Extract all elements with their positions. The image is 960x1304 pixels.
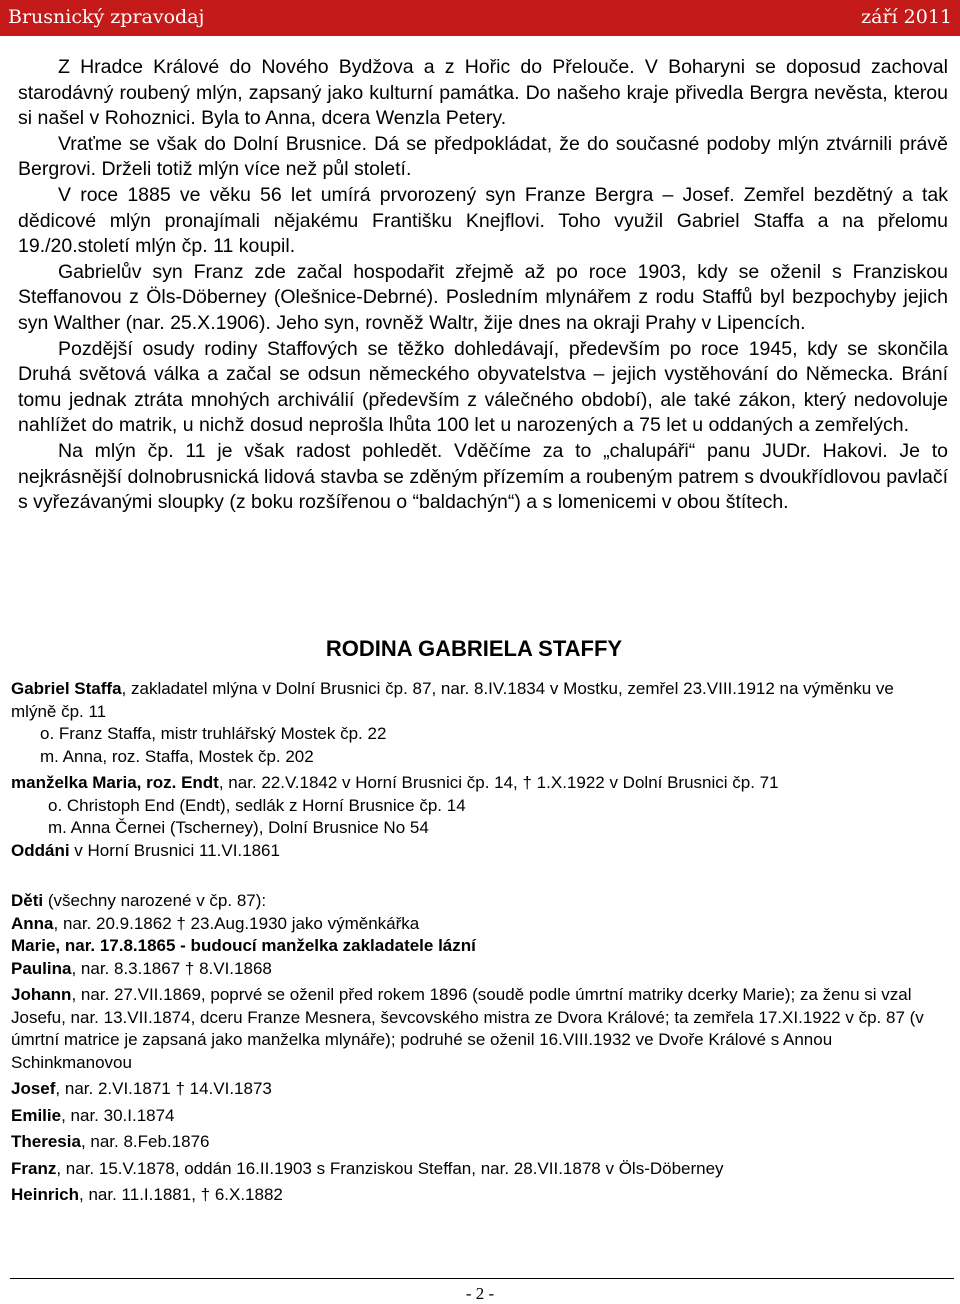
child-name: Anna <box>11 913 54 933</box>
article-body <box>18 55 948 516</box>
section-title: RODINA GABRIELA STAFFY <box>325 636 623 661</box>
child-entry <box>11 1131 941 1154</box>
child-entry <box>11 1184 941 1207</box>
gabriel-mother: m. Anna, roz. Staffa, Mostek čp. 202 <box>40 746 314 766</box>
child-details: , nar. 11.I.1881, † 6.X.1882 <box>79 1185 283 1204</box>
child-name: Emilie <box>11 1105 62 1125</box>
child-details: , nar. 8.Feb.1876 <box>80 1132 210 1151</box>
paragraph: V roce 1885 ve věku 56 let umírá prvorozený syn Franze Bergra – Josef. Zemřel bezdětný a tak dědicové mlýn pronajímali nějakému Františku Knejflovi. Toho využil Gabriel Staffa a na přelomu 19./20.století mlýn čp. 11 koupil. <box>18 183 948 258</box>
child-entry <box>11 1105 941 1128</box>
gabriel-entry <box>11 678 941 723</box>
child-name: Paulina <box>11 958 72 978</box>
wife-details: , nar. 22.V.1842 v Horní Brusnici čp. 14, † 1.X.1922 v Dolní Brusnici čp. 71 <box>218 773 779 792</box>
paragraph: Pozdější osudy rodiny Staffových se těžko dohledávají, především po roce 1945, kdy se skončila Druhá světová válka a začal se odsun německého obyvatelstva – jejich vystěhování do Německa. Brání tomu jednak ztráta mnohých archiválií (především z válečného období), ale také zákon, který nedovoluje nahlížet do matrik, u nichž dosud neprošla lhůta 100 let u narozených a 75 let u oddaných a zemřelých. <box>18 337 948 437</box>
paragraph: Na mlýn čp. 11 je však radost pohledět. Vděčíme za to „chalupáři“ panu JUDr. Hakovi. Je to nejkrásnější dolnobrusnická lidová stavba se zděným přízemím a roubeným patrem s dvoukřídlovou pavlačí s vyřezávanými sloupky (z boku rozšířenou o “baldachýn“) a s lomenicemi v obou štítech. <box>18 439 948 514</box>
wife-father: o. Christoph End (Endt), sedlák z Horní Brusnice čp. 14 <box>48 795 466 815</box>
family-record <box>11 678 941 1207</box>
child-details: , nar. 2.VI.1871 † 14.VI.1873 <box>55 1079 272 1098</box>
page-header <box>0 0 960 36</box>
child-details: , nar. 27.VII.1869, poprvé se oženil před rokem 1896 (soudě podle úmrtní matriky dcerky Marie); za ženu si vzal Josefu, nar. 13.VII.1874, dceru Franze Mesnera, ševcovského mistra ze Dvora Králové; ta zemřela 17.XI.1922 v čp. 87 (v úmrtní matrice je zapsaná jako manželka mlynáře); podruhé se oženil 16.VIII.1932 ve Dvoře Králové s Annou Schinkmanovou <box>11 985 924 1072</box>
gabriel-father: o. Franz Staffa, mistr truhlářský Mostek čp. 22 <box>40 724 387 743</box>
child-entry <box>11 1158 941 1181</box>
wife-entry <box>11 772 941 795</box>
issue-date: září 2011 <box>861 6 952 28</box>
child-name: Marie, nar. 17.8.1865 - budoucí manželka zakladatele lázní <box>11 936 476 955</box>
wife-mother: m. Anna Černei (Tscherney), Dolní Brusnice No 54 <box>48 818 429 837</box>
marriage-entry <box>11 840 941 863</box>
publication-title: Brusnický zpravodaj <box>8 6 205 28</box>
child-name: Theresia <box>11 1132 81 1151</box>
page-number: - 2 - <box>465 1284 495 1303</box>
children-note: (všechny narozené v čp. 87): <box>43 891 267 910</box>
paragraph: Gabrielův syn Franz zde začal hospodařit zřejmě až po roce 1903, kdy se oženil s Franziskou Steffanovou z Öls-Döberney (Olešnice-Debrné). Posledním mlynářem z rodu Staffů byl bezpochyby jejich syn Walther (nar. 25.X.1906). Jeho syn, rovněž Waltr, žije dnes na okraji Prahy v Lipencích. <box>18 260 948 334</box>
child-entry <box>11 913 941 936</box>
married-details: v Horní Brusnici 11.VI.1861 <box>69 840 280 860</box>
wife-name: manželka Maria, roz. Endt <box>11 773 219 792</box>
child-entry <box>11 1078 941 1101</box>
child-details: , nar. 8.3.1867 † 8.VI.1868 <box>71 958 272 978</box>
gabriel-name: Gabriel Staffa <box>11 679 122 698</box>
child-details: , nar. 20.9.1862 † 23.Aug.1930 jako výměnkářka <box>53 913 420 933</box>
child-details: , nar. 30.I.1874 <box>61 1105 175 1125</box>
child-entry <box>11 958 941 981</box>
child-details: , nar. 15.V.1878, oddán 16.II.1903 s Franziskou Steffan, nar. 28.VII.1878 v Öls-Döberney <box>56 1158 724 1178</box>
child-name: Heinrich <box>11 1185 80 1204</box>
gabriel-details: , zakladatel mlýna v Dolní Brusnici čp. 87, nar. 8.IV.1834 v Mostku, zemřel 23.VIII.1912 na výměnku ve mlýně čp. 11 <box>11 679 894 721</box>
child-name: Franz <box>11 1158 57 1178</box>
child-name: Josef <box>11 1079 56 1098</box>
child-entry <box>11 984 941 1074</box>
footer-divider <box>10 1278 954 1279</box>
paragraph: Vraťme se však do Dolní Brusnice. Dá se předpokládat, že do současné podoby mlýn ztvárnili právě Bergrovi. Drželi totiž mlýn více než půl století. <box>18 132 948 181</box>
child-entry <box>11 935 941 958</box>
paragraph: Z Hradce Králové do Nového Bydžova a z Hořic do Přelouče. V Boharyni se doposud zachoval starodávný roubený mlýn, zapsaný jako kulturní památka. Do našeho kraje přivedla Bergra nevěsta, kterou si našel v Rohoznici. Byla to Anna, dcera Wenzla Petery. <box>18 56 948 130</box>
child-name: Johann <box>11 985 72 1004</box>
married-label: Oddáni <box>11 840 70 860</box>
children-label: Děti <box>11 891 44 910</box>
children-heading <box>11 890 941 913</box>
